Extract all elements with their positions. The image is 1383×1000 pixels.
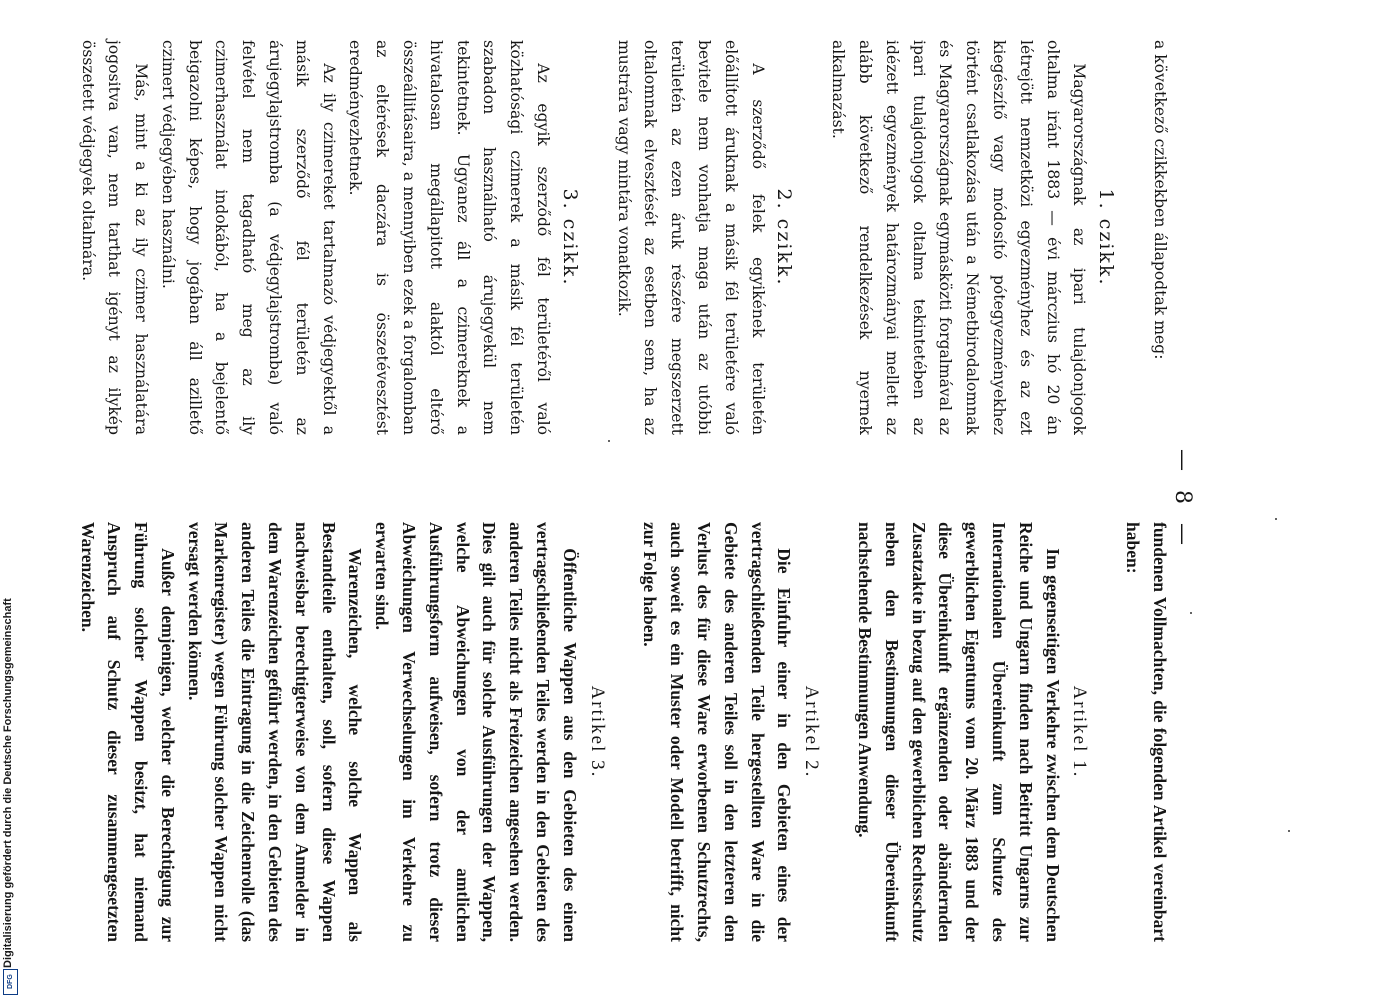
scan-speck bbox=[1275, 518, 1277, 520]
digitization-footer bbox=[0, 0, 26, 1000]
artikel-2-text: Die Einfuhr einer in den Gebieten eines der vertragschließenden Teile hergestellten Ware in die Gebiete des anderen Teiles soll in den letzteren den Verlust des für diese Ware erworbenen Schutzrechts, auch soweit es ein Muster oder Modell betrifft, nicht zur Folge haben. bbox=[640, 522, 795, 942]
rotated-page bbox=[77, 0, 1205, 1000]
czikk-3-paragraph-2: Az ily czimereket tartalmazó védjegyektől a másik szerződő fél területén az árujegylajstromba (a védjegylajstromba) való felvétel nem tagadható meg az ily czimerhasználat indokából, ha a bejelentő beigazolni képes, hogy jogában áll azillető czimert védjegyében használni. bbox=[158, 40, 338, 435]
artikel-2-title: Artikel 2. bbox=[801, 685, 823, 779]
page-number: — 8 — bbox=[1170, 449, 1195, 551]
czikk-3-title: 3. czikk. bbox=[558, 188, 581, 287]
czikk-2-text: A szerződő felek egyikének területén előállított áruknak a másik fél területére való bevitele nem vonhatja maga után az utóbbi területén az ezen áruk részére megszerzett oltalomnak elvesztését az esetben sem, ha az mustrára vagy mintára vonatkozik. bbox=[614, 40, 767, 435]
german-intro: fundenen Vollmachten, die folgenden Artikel vereinbart haben: bbox=[1123, 522, 1170, 942]
czikk-3-paragraph-3: Más, mint a ki az ily czimer használatára jogositva van, nem tarthat igényt az ilykép összetett védjegyek oltalmára. bbox=[78, 40, 151, 435]
scan-speck bbox=[1190, 612, 1192, 614]
artikel-3-title: Artikel 3. bbox=[586, 685, 608, 779]
artikel-3-paragraph-3: Außer demjenigen, welcher die Berechtigung zur Führung solcher Wappen besitzt, hat niemand Anspruch auf Schutz dieser zusammengesetzten Warenzeichen. bbox=[77, 522, 178, 942]
czikk-2-title: 2. czikk. bbox=[773, 188, 796, 287]
artikel-3-paragraph-2: Warenzeichen, welche solche Wappen als Bestandteile enthalten, soll, sofern diese Wappen nachweisbar berechtigterweise von dem Anmelder in dem Warenzeichen geführt werden, in den Gebieten des anderen Teiles die Eintragung in die Zeichenrolle (das Markenregister) wegen Führung solcher Wappen nicht versagt werden können. bbox=[184, 522, 366, 942]
scan-speck bbox=[608, 440, 610, 442]
dfg-logo-text: DFG bbox=[7, 974, 14, 989]
hungarian-intro: a következő czikkekben állapodtak meg: bbox=[1151, 40, 1169, 360]
czikk-1-title: 1. czikk. bbox=[1095, 188, 1118, 287]
scan-speck bbox=[1288, 830, 1290, 832]
artikel-3-paragraph-1: Öffentliche Wappen aus den Gebieten des einen vertragschließenden Teiles werden in den Gebieten des anderen Teiles nicht als Freizeichen angesehen werden. Dies gilt auch für solche Ausführungen der Wappen, welche Abweichungen von der amtlichen Ausführungsform aufweisen, sofern trotz dieser Abweichungen Verwechselungen im Verkehre zu erwarten sind. bbox=[372, 522, 580, 942]
czikk-3-paragraph-1: Az egyik szerződő fél területéről való közhatósági czimerek a másik fél területén szabadon használható árujegyekül nem tekintetnek. Ugyanez áll a czimereknek a hivatalosan megállapitott alaktól eltérő összeállitásaira, a mennyiben ezek a forgalomban az eltérések daczára is összetévesztést eredményezhetnek. bbox=[346, 40, 553, 435]
dfg-logo bbox=[3, 969, 18, 995]
czikk-1-text: Magyarországnak az ipari tulajdonjogok oltalma iránt 1883 — évi márczius hó 20 án létrejött nemzetközi egyezményhez és az ezt kiegészítő vagy módosító pótegyezményekhez történt csatlakozása után a Németbirodalomnak és Magyarországnak egymásközti forgalmával az ipari tulajdonjogok oltalma tekintetében az idézett egyezmények határozmányai mellett az alább következő rendelkezések nyernek alkalmazást. bbox=[829, 40, 1089, 435]
artikel-1-title: Artikel 1. bbox=[1069, 685, 1091, 779]
artikel-1-text: Im gegenseitigen Verkehre zwischen dem Deutschen Reiche und Ungarn finden nach Beitritt Ungarns zur Internationalen Übereinkunft zum Schutze des gewerblichen Eigentums vom 20. März 1883 und der diese Übereinkunft ergänzenden oder abändernden Zusatzakte in bezug auf den gewerblichen Rechtsschutz neben den Bestimmungen dieser Übereinkunft nachstehende Bestimmungen Anwendung. bbox=[855, 522, 1063, 942]
footer-credit-text: Digitalisierung gefördert durch die Deutsche Forschungsgemeinschaft bbox=[2, 598, 14, 968]
hungarian-column bbox=[74, 40, 1173, 435]
german-column bbox=[74, 522, 1173, 942]
